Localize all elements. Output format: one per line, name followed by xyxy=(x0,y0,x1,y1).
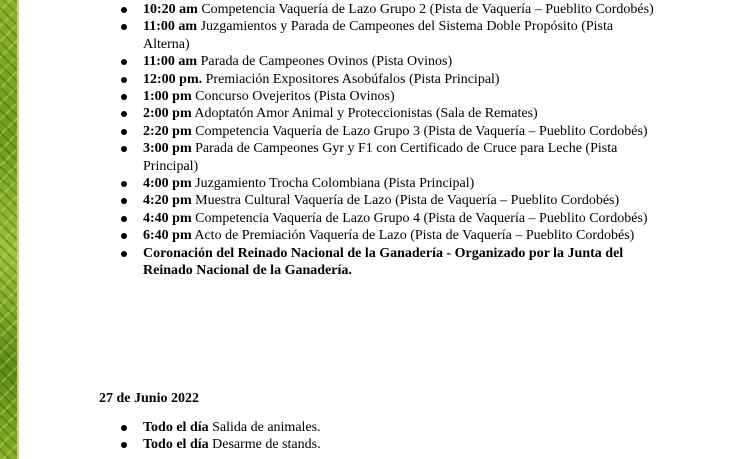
list-item xyxy=(118,227,658,244)
day-heading: 27 de Junio 2022 xyxy=(99,391,199,406)
event-description: Desarme de stands. xyxy=(208,437,321,453)
bullet-icon xyxy=(121,59,127,65)
event-description: Muestra Cultural Vaquería de Lazo (Pista de Vaquería – Pueblito Cordobés) xyxy=(191,193,620,209)
event-description: Acto de Premiación Vaquería de Lazo (Pista de Vaquería – Pueblito Cordobés) xyxy=(191,228,635,244)
list-item xyxy=(118,419,658,436)
event-time: 12:00 pm. xyxy=(143,71,203,87)
event-description: Competencia Vaquería de Lazo Grupo 2 (Pista de Vaquería – Pueblito Cordobés) xyxy=(197,2,654,17)
bullet-icon xyxy=(121,111,127,117)
event-time: 4:20 pm xyxy=(143,193,192,209)
list-item xyxy=(118,105,658,122)
bullet-icon xyxy=(121,94,127,100)
list-item xyxy=(118,192,658,209)
bullet-icon xyxy=(121,7,127,13)
bullet-icon xyxy=(121,251,127,257)
event-time: 10:20 am xyxy=(143,2,198,17)
bullet-icon xyxy=(121,233,127,239)
list-item xyxy=(118,123,658,140)
decorative-side-edge xyxy=(17,0,19,459)
event-time: 11:00 am xyxy=(143,19,198,35)
bullet-icon xyxy=(121,216,127,222)
list-item xyxy=(118,210,658,227)
event-description: Parada de Campeones Gyr y F1 con Certificado de Cruce para Leche (Pista Principal) xyxy=(143,141,618,174)
event-time: 2:00 pm xyxy=(143,106,192,122)
bullet-icon xyxy=(121,24,127,30)
event-description: Salida de animales. xyxy=(208,420,321,435)
list-item xyxy=(118,71,658,88)
event-time: 11:00 am xyxy=(143,54,198,70)
bullet-icon xyxy=(121,146,127,152)
event-time: Todo el día xyxy=(143,437,209,453)
closing-list xyxy=(118,419,658,454)
event-description: Competencia Vaquería de Lazo Grupo 3 (Pista de Vaquería – Pueblito Cordobés) xyxy=(191,123,648,139)
list-item xyxy=(118,88,658,105)
event-description: Juzgamiento Trocha Colombiana (Pista Principal) xyxy=(191,176,475,192)
event-description: Competencia Vaquería de Lazo Grupo 4 (Pista de Vaquería – Pueblito Cordobés) xyxy=(191,210,648,226)
decorative-side-band xyxy=(0,0,17,459)
event-description: Premiación Expositores Asobúfalos (Pista Principal) xyxy=(202,71,500,87)
event-time: 3:00 pm xyxy=(143,141,192,157)
event-time: 4:00 pm xyxy=(143,176,192,192)
list-item xyxy=(118,1,658,18)
list-item xyxy=(118,436,658,453)
list-item xyxy=(118,18,658,53)
event-time: 1:00 pm xyxy=(143,89,192,105)
schedule-list xyxy=(118,1,658,280)
event-time: 6:40 pm xyxy=(143,228,192,244)
list-item xyxy=(118,175,658,192)
event-description: Concurso Ovejeritos (Pista Ovinos) xyxy=(191,89,395,105)
bullet-icon xyxy=(121,442,127,448)
bullet-icon xyxy=(121,129,127,135)
list-item-coronation xyxy=(118,245,658,280)
event-time: 2:20 pm xyxy=(143,123,192,139)
event-time: 4:40 pm xyxy=(143,210,192,226)
bullet-icon xyxy=(121,425,127,431)
bullet-icon xyxy=(121,77,127,83)
event-description: Adoptatón Amor Animal y Proteccionistas (Sala de Remates) xyxy=(191,106,538,122)
bullet-icon xyxy=(121,198,127,204)
event-time: Todo el día xyxy=(143,420,209,435)
event-description: Juzgamientos y Parada de Campeones del Sistema Doble Propósito (Pista Alterna) xyxy=(143,19,614,52)
bullet-icon xyxy=(121,181,127,187)
coronation-text: Coronación del Reinado Nacional de la Ganadería - Organizado por la Junta del Reinado Nacional de la Ganadería. xyxy=(143,245,624,279)
list-item xyxy=(118,140,658,175)
list-item xyxy=(118,53,658,70)
event-description: Parada de Campeones Ovinos (Pista Ovinos) xyxy=(197,54,453,70)
